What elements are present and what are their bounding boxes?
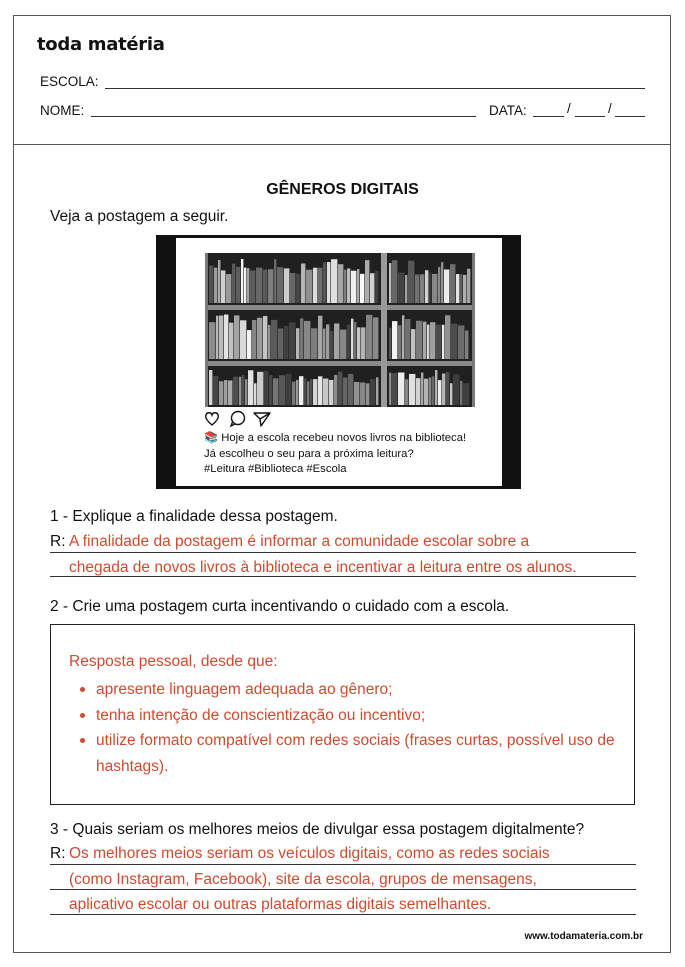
book-spine [435, 370, 437, 405]
answer-3-rule [50, 914, 636, 915]
answer-2-intro: Resposta pessoal, desde que: [69, 653, 278, 670]
book-spine [392, 260, 397, 303]
date-year-line[interactable] [615, 116, 645, 117]
book-spine [289, 322, 295, 359]
book-spine [344, 270, 346, 303]
book-spine [226, 274, 231, 303]
date-label: DATA: [489, 103, 527, 118]
answer-1-rule [50, 576, 636, 577]
answer-2-bullet: tenha intenção de conscientização ou incentivo; [77, 703, 617, 729]
book-spine [304, 379, 306, 405]
book-spine [268, 269, 273, 303]
book-spine [347, 269, 350, 303]
brand-logo: toda matéria [37, 34, 165, 55]
book-spine [357, 269, 359, 303]
book-spine [411, 329, 415, 359]
book-spine [250, 270, 255, 303]
book-spine [242, 375, 244, 405]
book-spine [326, 324, 329, 359]
book-spine [347, 325, 350, 359]
book-spine [389, 328, 391, 359]
answer-2-list [77, 677, 617, 779]
book-spine [278, 328, 283, 359]
book-spine [409, 374, 415, 405]
book-spine [252, 320, 256, 359]
bookshelf-photo [205, 253, 475, 407]
book-spine [463, 383, 469, 405]
book-spine [376, 377, 378, 405]
answer-3-rule [50, 864, 636, 865]
book-spine [279, 375, 285, 405]
book-spine [268, 325, 270, 359]
book-spine [348, 374, 353, 405]
book-spine [425, 270, 428, 303]
book-spine [236, 267, 240, 303]
book-spine [209, 322, 215, 359]
book-spine [416, 321, 422, 359]
share-icon[interactable] [254, 413, 270, 426]
book-spine [430, 322, 435, 359]
book-spine [229, 323, 233, 359]
book-spine [313, 379, 317, 405]
book-spine [257, 372, 263, 405]
school-label: ESCOLA: [40, 74, 99, 89]
book-spine [450, 264, 455, 303]
book-spine [306, 270, 312, 303]
book-spine [442, 325, 444, 359]
answer-3-line-1: Os melhores meios seriam os veículos digitais, como as redes sociais [69, 845, 550, 862]
book-spine [392, 373, 397, 405]
book-spine [330, 331, 333, 359]
book-spine [423, 322, 426, 359]
book-spine [269, 375, 272, 405]
book-spine [219, 381, 223, 405]
book-spine [408, 261, 414, 303]
book-spine [274, 259, 276, 303]
book-spine [467, 269, 470, 303]
book-spine [416, 378, 420, 405]
page-title: GÊNEROS DIGITAIS [266, 181, 419, 198]
book-spine [247, 268, 249, 303]
book-spine [240, 320, 246, 359]
book-spine [232, 264, 235, 303]
book-spine [216, 316, 218, 359]
book-spine [241, 259, 243, 303]
book-spine [264, 371, 268, 405]
book-spine [257, 318, 262, 359]
book-spine [286, 374, 291, 405]
book-spine [451, 324, 457, 359]
book-spine [366, 383, 369, 405]
book-spine [271, 320, 277, 359]
book-spine [373, 317, 378, 359]
book-spine [453, 374, 459, 405]
caption-hashtags: #Leitura #Biblioteca #Escola [204, 463, 347, 475]
book-spine [343, 378, 347, 405]
book-spine [310, 379, 312, 405]
book-spine [370, 379, 375, 405]
book-spine [323, 262, 326, 303]
book-spine [421, 373, 423, 405]
date-month-line[interactable] [575, 116, 605, 117]
comment-icon[interactable] [231, 412, 245, 427]
book-spine [301, 263, 305, 303]
book-spine [442, 374, 445, 405]
book-spine [313, 268, 317, 303]
question-3: 3 - Quais seriam os melhores meios de divulgar essa postagem digitalmente? [50, 821, 585, 838]
book-spine [334, 323, 339, 359]
answer-2-bullet: utilize formato compatível com redes sociais (frases curtas, possível uso de hashtags). [77, 728, 617, 779]
book-spine [340, 330, 346, 359]
book-spine [329, 380, 333, 405]
date-day-line[interactable] [533, 116, 564, 117]
book-spine [323, 329, 325, 359]
book-spine [460, 381, 462, 405]
book-spine [415, 274, 419, 303]
book-spine [465, 331, 468, 359]
post-caption [204, 431, 466, 478]
book-spine [351, 319, 353, 359]
book-spine [218, 260, 220, 303]
book-spine [429, 377, 431, 405]
book-spine [263, 270, 267, 303]
book-spine [219, 316, 223, 359]
book-spine [365, 260, 369, 303]
answer-1-line-1: A finalidade da postagem é informar a comunidade escolar sobre a [69, 533, 530, 550]
post-actions [204, 410, 272, 428]
book-spine [224, 380, 227, 405]
book-spine [360, 382, 365, 405]
book-spine [318, 268, 322, 303]
book-spine [292, 382, 295, 405]
answer-1-line-2: chegada de novos livros à biblioteca e incentivar a leitura entre os alunos. [69, 559, 577, 576]
book-spine [463, 275, 466, 303]
book-spine [389, 263, 391, 303]
book-spine [438, 380, 441, 405]
book-spine [444, 269, 449, 303]
book-spine [460, 274, 462, 303]
book-spine [456, 274, 459, 303]
book-spine [299, 376, 303, 405]
book-spine [366, 315, 372, 359]
book-spine [296, 274, 300, 303]
book-spine [398, 325, 401, 359]
answer-1-rule [50, 552, 636, 553]
book-spine [214, 268, 217, 303]
book-spine [438, 267, 440, 303]
book-spine [427, 325, 429, 359]
book-spine [338, 264, 343, 303]
school-field-line[interactable] [105, 88, 645, 89]
date-separator: / [567, 101, 571, 116]
question-2: 2 - Crie uma postagem curta incentivando o cuidado com a escola. [50, 598, 510, 615]
intro-text: Veja a postagem a seguir. [50, 208, 229, 225]
book-spine [290, 273, 295, 303]
book-spine [213, 376, 218, 405]
book-spine [458, 325, 464, 359]
book-spine [318, 316, 322, 359]
book-spine [284, 268, 289, 303]
book-spine [244, 268, 246, 303]
book-spine [436, 325, 441, 359]
book-spine [420, 274, 424, 303]
book-spine [432, 274, 437, 303]
book-spine [432, 376, 434, 405]
book-spine [405, 319, 410, 359]
book-spine [392, 321, 397, 359]
book-spine [445, 315, 450, 359]
book-spine [228, 380, 232, 405]
caption-line: 📚 Hoje a escola recebeu novos livros na biblioteca! [204, 432, 467, 444]
answer-3-line-3: aplicativo escolar ou outras plataformas digitais semelhantes. [69, 896, 492, 913]
book-spine [402, 315, 404, 359]
book-spine [311, 328, 317, 359]
book-spine [361, 327, 365, 359]
name-field-line[interactable] [91, 116, 476, 117]
answer-3-label: R: [50, 845, 66, 862]
book-spine [446, 372, 449, 405]
book-spine [221, 270, 225, 303]
book-spine [354, 322, 356, 359]
books-emoji-icon: 📚 [204, 432, 219, 444]
book-spine [429, 273, 431, 303]
header-divider [14, 144, 670, 145]
book-spine [233, 377, 238, 405]
question-1: 1 - Explique a finalidade dessa postagem. [50, 508, 338, 525]
book-spine [354, 382, 359, 405]
caption-line: Já escolheu o seu para a próxima leitura? [204, 447, 414, 460]
footer-url: www.todamateria.com.br [524, 931, 643, 942]
book-spine [375, 271, 378, 303]
book-spine [307, 381, 309, 405]
heart-icon[interactable] [206, 413, 219, 425]
book-spine [327, 262, 330, 303]
answer-1-label: R: [50, 533, 66, 550]
book-spine [247, 330, 251, 359]
book-spine [263, 316, 267, 359]
book-spine [405, 275, 407, 303]
book-spine [296, 380, 298, 405]
book-spine [234, 315, 239, 359]
answer-3-rule [50, 889, 636, 890]
book-spine [277, 267, 283, 303]
book-spine [209, 266, 213, 303]
book-spine [323, 379, 328, 405]
answer-2-bullet: apresente linguagem adequada ao gênero; [77, 677, 617, 703]
book-spine [405, 379, 408, 405]
book-spine [300, 318, 303, 359]
date-separator: / [608, 101, 612, 116]
book-spine [273, 378, 278, 405]
book-spine [248, 370, 253, 405]
book-spine [256, 268, 262, 303]
book-spine [441, 262, 443, 303]
book-spine [357, 327, 360, 359]
book-spine [424, 379, 428, 405]
book-spine [450, 383, 452, 405]
book-spine [224, 314, 228, 359]
book-spine [334, 375, 337, 405]
name-label: NOME: [40, 103, 85, 118]
book-spine [209, 370, 212, 405]
book-spine [338, 372, 342, 405]
book-spine [398, 372, 404, 405]
book-spine [398, 272, 404, 303]
book-spine [254, 383, 256, 405]
book-spine [360, 274, 364, 303]
book-spine [370, 273, 374, 303]
answer-3-line-2: (como Instagram, Facebook), site da escola, grupos de mensagens, [69, 871, 537, 888]
book-spine [239, 377, 241, 405]
book-spine [318, 376, 322, 405]
book-spine [304, 321, 310, 359]
book-spine [389, 373, 391, 405]
book-spine [284, 326, 288, 359]
book-spine [296, 328, 299, 359]
book-spine [351, 271, 356, 303]
book-spine [331, 259, 337, 303]
book-spine [245, 379, 247, 405]
